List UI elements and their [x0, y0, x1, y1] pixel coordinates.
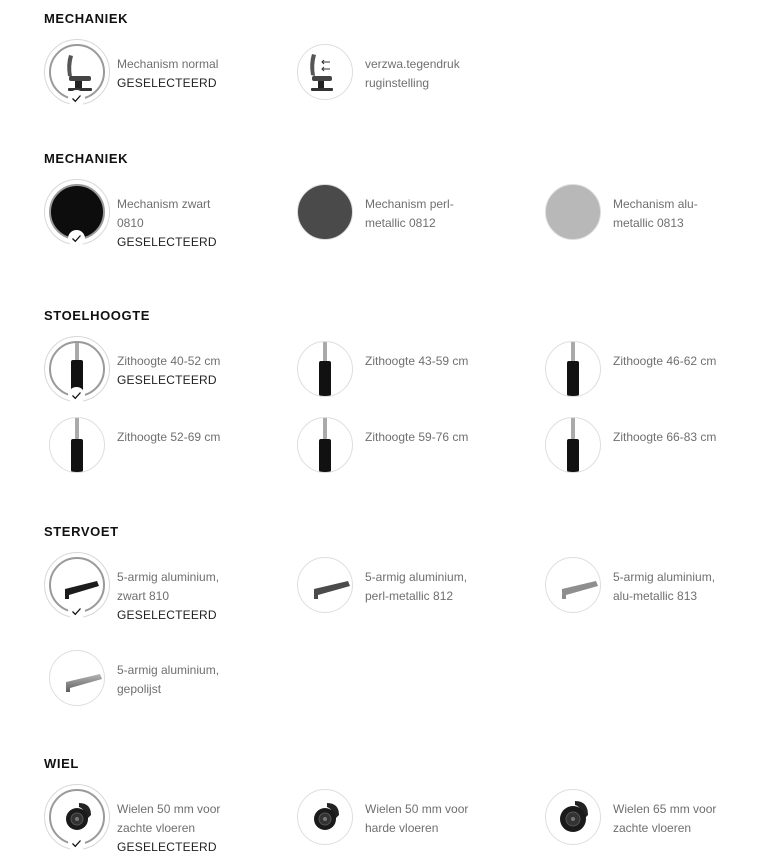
- option-zithoogte-59-76[interactable]: [292, 411, 532, 471]
- selected-status: GESELECTEERD: [117, 840, 217, 854]
- section-title-stervoet: STERVOET: [44, 524, 119, 539]
- option-label: Wielen 65 mm voor zachte vloeren: [613, 802, 717, 835]
- chair-backrest-adjust-icon: [297, 44, 353, 100]
- gas-lift-icon: [297, 341, 353, 397]
- option-stervoet-gepolijst[interactable]: [44, 644, 284, 704]
- section-title-mechaniek-color: MECHANIEK: [44, 151, 129, 166]
- castor-wheel-icon: [545, 789, 601, 845]
- option-label: Mechanism perl- metallic 0812: [365, 197, 454, 230]
- option-wiel-50-hard[interactable]: [292, 783, 532, 843]
- option-stervoet-zwart-810[interactable]: [44, 551, 284, 622]
- star-base-arm-icon: [545, 557, 601, 613]
- checkmark-icon: [68, 603, 85, 620]
- option-label: Zithoogte 43-59 cm: [365, 354, 469, 368]
- checkmark-icon: [68, 387, 85, 404]
- option-zithoogte-43-59[interactable]: [292, 335, 532, 395]
- star-base-arm-icon: [297, 557, 353, 613]
- color-swatch-alu-metallic: [545, 184, 601, 240]
- option-label: Zithoogte 66-83 cm: [613, 430, 717, 444]
- option-label: Zithoogte 59-76 cm: [365, 430, 469, 444]
- checkmark-icon: [68, 230, 85, 247]
- option-wiel-65-zacht[interactable]: [540, 783, 769, 843]
- option-zithoogte-40-52[interactable]: [44, 335, 284, 395]
- option-label: 5-armig aluminium, zwart 810 GESELECTEERD: [117, 568, 287, 625]
- option-label: Zithoogte 46-62 cm: [613, 354, 717, 368]
- option-mechanism-zwart[interactable]: [44, 178, 284, 249]
- selected-status: GESELECTEERD: [117, 373, 217, 387]
- option-stervoet-alu-metallic-813[interactable]: [540, 551, 769, 611]
- section-title-stoelhoogte: STOELHOOGTE: [44, 308, 151, 323]
- option-label: Mechanism zwart 0810 GESELECTEERD: [117, 195, 287, 252]
- option-wiel-50-zacht[interactable]: [44, 783, 284, 854]
- option-label: 5-armig aluminium, alu-metallic 813: [613, 570, 716, 603]
- checkmark-icon: [68, 835, 85, 852]
- option-label: Mechanism normal GESELECTEERD: [117, 55, 287, 93]
- option-mechanism-perl-metallic[interactable]: [292, 178, 532, 238]
- checkmark-icon: [68, 90, 85, 107]
- gas-lift-icon: [545, 417, 601, 473]
- option-mechanism-alu-metallic[interactable]: [540, 178, 769, 238]
- option-mechanism-normal[interactable]: [44, 38, 284, 98]
- option-backrest-adjust[interactable]: [292, 38, 532, 98]
- option-zithoogte-66-83[interactable]: [540, 411, 769, 471]
- option-label: verzwa.tegendruk ruginstelling: [365, 57, 460, 90]
- castor-wheel-icon: [297, 789, 353, 845]
- selected-status: GESELECTEERD: [117, 235, 217, 249]
- option-label: Mechanism alu- metallic 0813: [613, 197, 698, 230]
- gas-lift-icon: [545, 341, 601, 397]
- option-label: Wielen 50 mm voor harde vloeren: [365, 802, 469, 835]
- option-zithoogte-46-62[interactable]: [540, 335, 769, 395]
- gas-lift-icon: [49, 417, 105, 473]
- section-title-mechaniek: MECHANIEK: [44, 11, 129, 26]
- option-zithoogte-52-69[interactable]: [44, 411, 284, 471]
- gas-lift-icon: [297, 417, 353, 473]
- selected-status: GESELECTEERD: [117, 608, 217, 622]
- option-label: Wielen 50 mm voor zachte vloeren GESELECTEERD: [117, 800, 287, 857]
- option-label: 5-armig aluminium, perl-metallic 812: [365, 570, 468, 603]
- option-label: Zithoogte 40-52 cm GESELECTEERD: [117, 352, 287, 390]
- option-stervoet-perl-metallic-812[interactable]: [292, 551, 532, 611]
- star-base-arm-icon: [49, 650, 105, 706]
- section-title-wiel: WIEL: [44, 756, 79, 771]
- color-swatch-perl-metallic: [297, 184, 353, 240]
- option-label: Zithoogte 52-69 cm: [117, 430, 221, 444]
- option-label: 5-armig aluminium, gepolijst: [117, 663, 220, 696]
- selected-status: GESELECTEERD: [117, 76, 217, 90]
